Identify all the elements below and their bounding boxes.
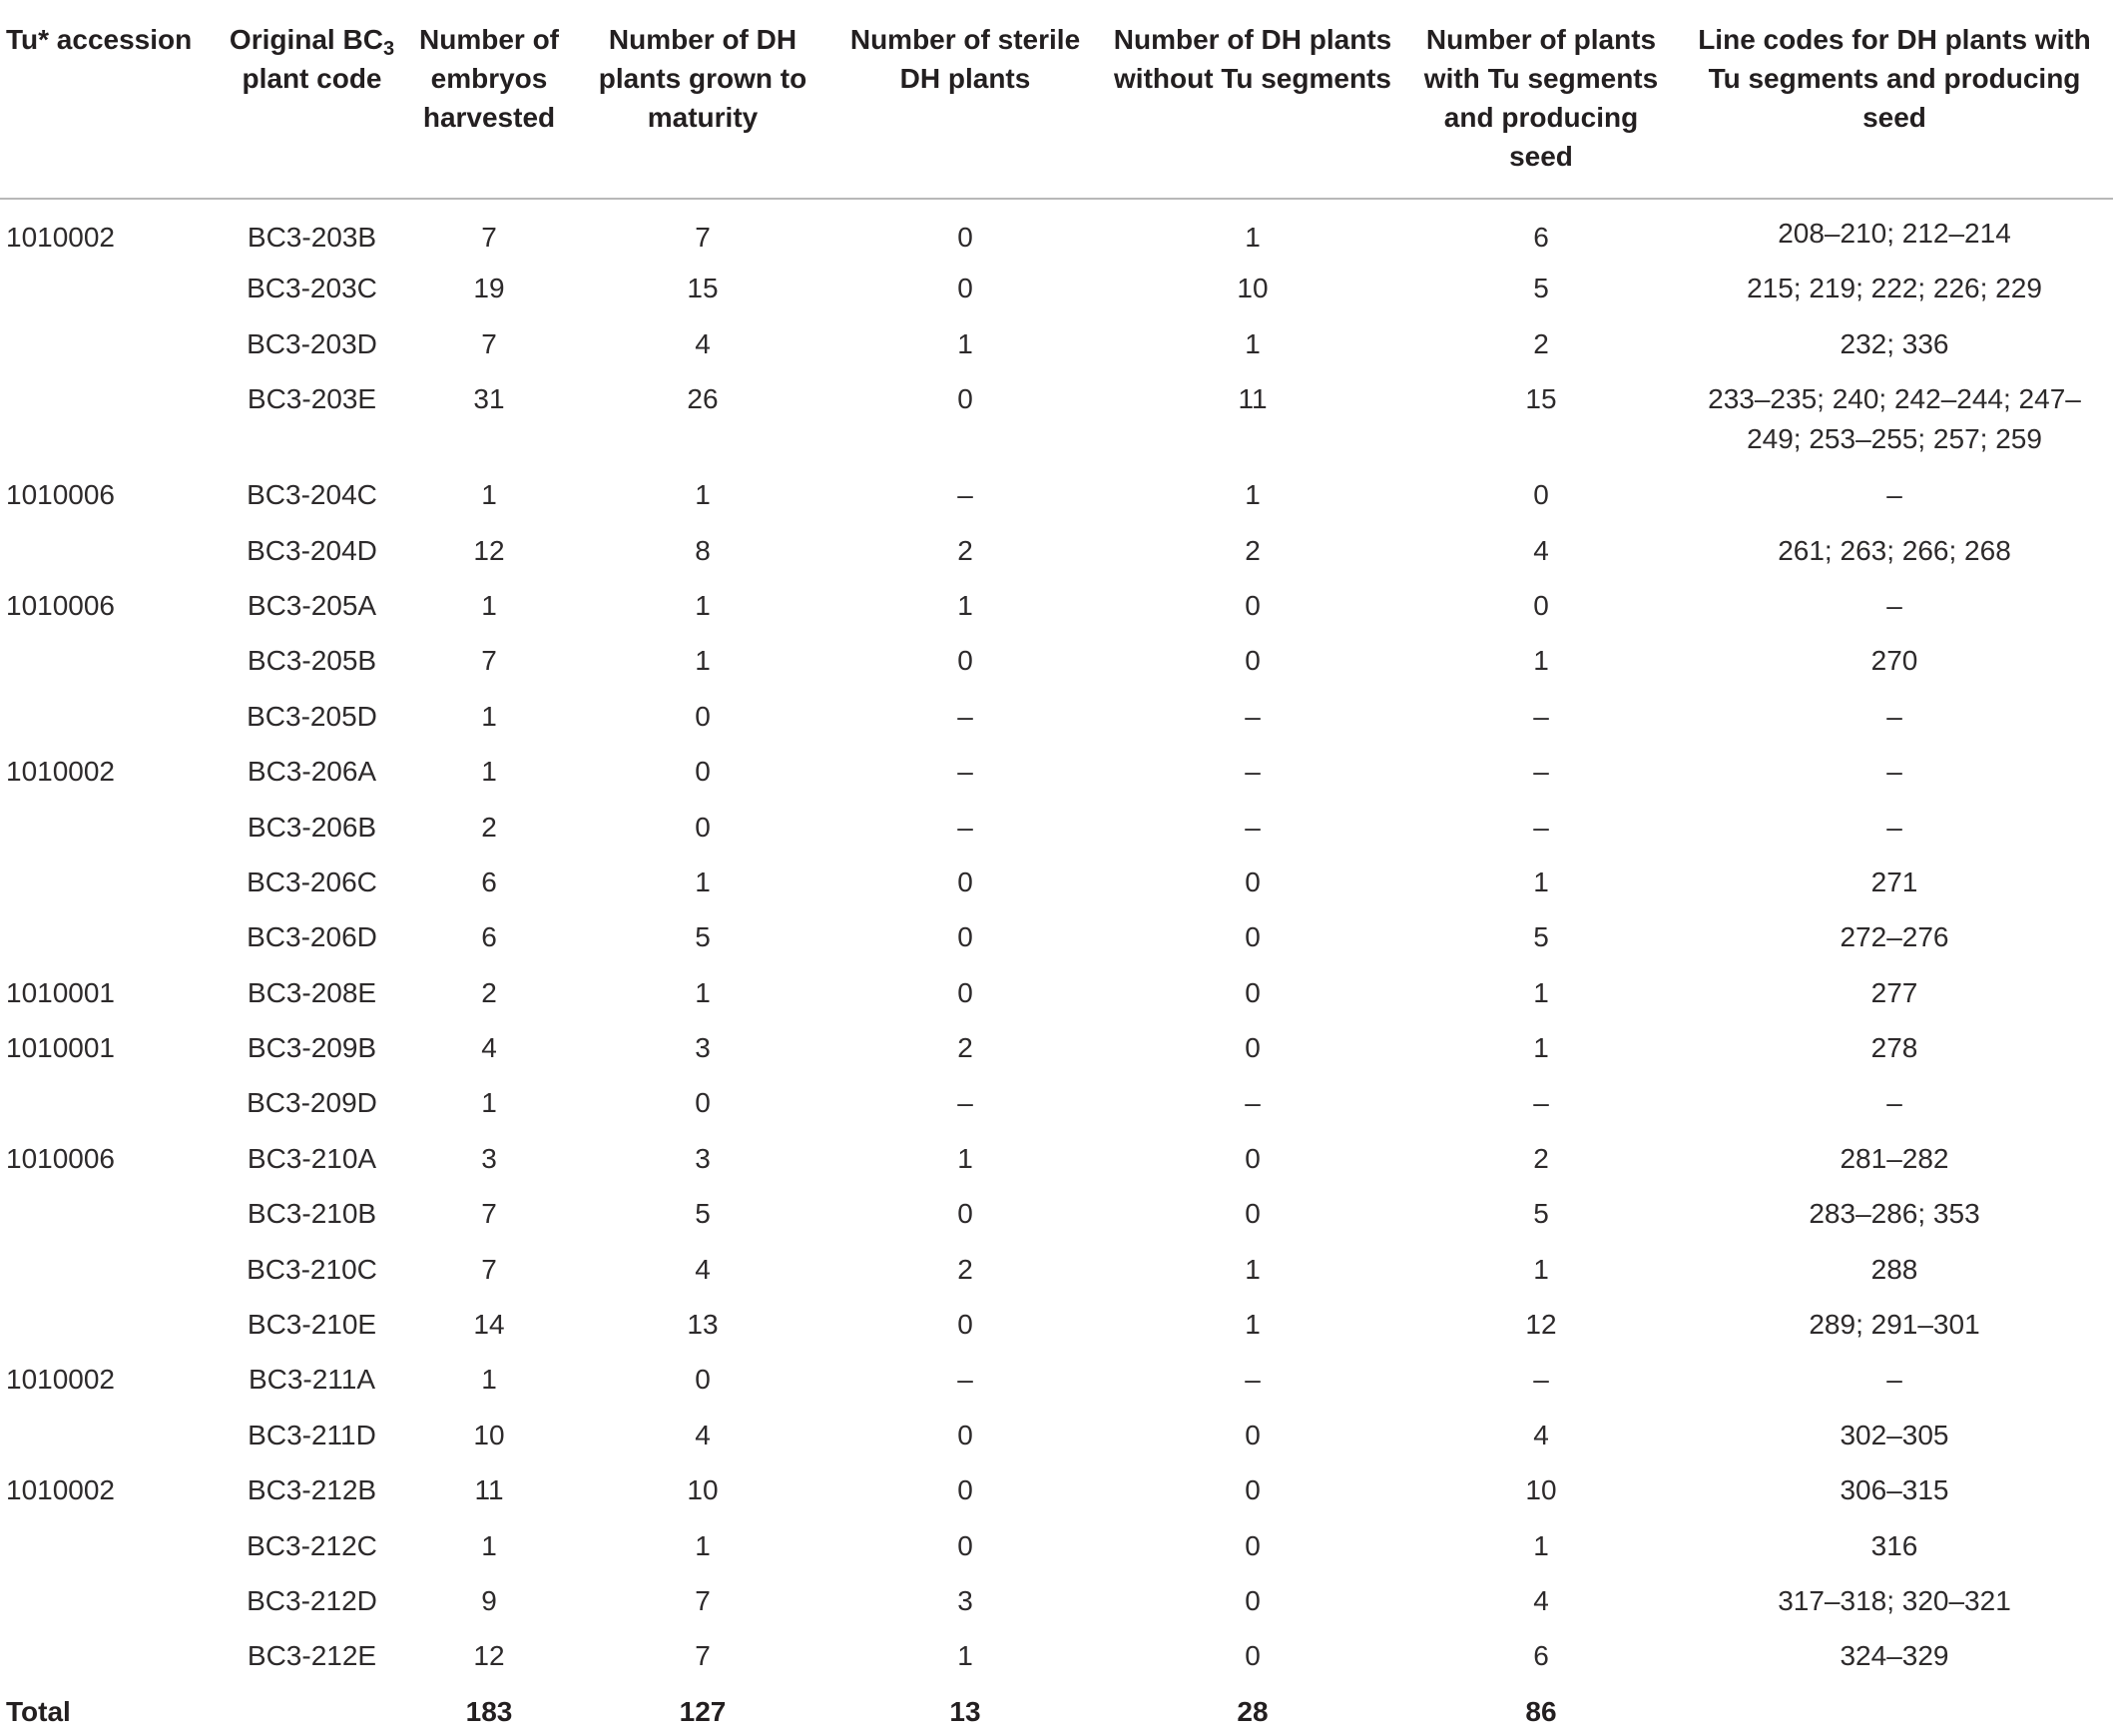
cell-line-codes: – — [1886, 700, 1902, 732]
table-row — [0, 1079, 2113, 1134]
cell-plant-code: BC3-204C — [247, 479, 377, 511]
table-row — [0, 1577, 2113, 1632]
header-dh-plants-grown: Number of DH plants grown to maturity — [574, 0, 831, 199]
cell-without-tu: 0 — [1245, 976, 1261, 1008]
cell-embryos: 2 — [481, 976, 497, 1008]
total-cell — [1676, 1688, 2113, 1736]
cell-with-tu: 1 — [1533, 1032, 1549, 1064]
cell-tu-accession: 1010001 — [6, 1032, 116, 1064]
cell-line-codes: 261; 263; 266; 268 — [1778, 534, 2011, 566]
cell-without-tu: 0 — [1245, 866, 1261, 897]
cell-plant-code: BC3-208E — [247, 976, 377, 1008]
cell-sterile: 2 — [957, 1253, 973, 1285]
cell-without-tu: 0 — [1245, 921, 1261, 953]
table-row — [0, 1632, 2113, 1687]
header-plant-code-pre: Original BC — [229, 24, 383, 55]
cell-dh-grown: 0 — [695, 1364, 711, 1396]
table-row — [0, 1412, 2113, 1466]
cell-embryos: 7 — [481, 1198, 497, 1230]
cell-line-codes: 208–210; 212–214 — [1778, 218, 2011, 249]
cell-with-tu: 15 — [1525, 383, 1557, 415]
cell-without-tu: 11 — [1238, 383, 1268, 415]
header-embryos-harvested: Number of embryos harvested — [404, 0, 574, 199]
table-row — [0, 375, 2113, 471]
cell-embryos: 1 — [481, 1364, 497, 1396]
cell-embryos: 7 — [481, 645, 497, 677]
cell-tu-accession — [0, 1079, 220, 1134]
cell-embryos: 12 — [473, 534, 505, 566]
header-row — [0, 0, 2113, 199]
cell-dh-grown: 1 — [695, 645, 711, 677]
cell-plant-code: BC3-203E — [247, 383, 377, 415]
cell-dh-grown: 0 — [695, 811, 711, 843]
table-row — [0, 1466, 2113, 1521]
cell-embryos: 1 — [481, 479, 497, 511]
cell-tu-accession: 1010002 — [6, 1364, 116, 1396]
cell-embryos: 19 — [473, 273, 505, 304]
cell-tu-accession — [0, 265, 220, 319]
table-row — [0, 320, 2113, 375]
cell-with-tu: – — [1533, 1087, 1549, 1119]
cell-dh-grown: 13 — [687, 1309, 719, 1341]
cell-sterile: 0 — [957, 273, 973, 304]
cell-with-tu: 10 — [1525, 1474, 1557, 1506]
cell-line-codes: 215; 219; 222; 226; 229 — [1747, 273, 2042, 304]
cell-dh-grown: 15 — [687, 273, 719, 304]
cell-with-tu: 4 — [1533, 1419, 1549, 1450]
cell-without-tu: 0 — [1245, 1529, 1261, 1561]
cell-plant-code: BC3-206D — [247, 921, 377, 953]
cell-line-codes: 233–235; 240; 242–244; 247–249; 253–255; 257; 259 — [1708, 383, 2081, 455]
cell-sterile: 1 — [957, 1142, 973, 1174]
table-row — [0, 1522, 2113, 1577]
cell-plant-code: BC3-210B — [247, 1198, 377, 1230]
cell-without-tu: 1 — [1245, 1309, 1261, 1341]
cell-plant-code: BC3-210C — [247, 1253, 377, 1285]
cell-line-codes: 270 — [1870, 645, 1918, 677]
table-row — [0, 527, 2113, 582]
cell-with-tu: – — [1533, 756, 1549, 788]
cell-sterile: – — [957, 700, 973, 732]
cell-line-codes: – — [1886, 1087, 1902, 1119]
cell-dh-grown: 1 — [695, 976, 711, 1008]
cell-embryos: 1 — [481, 589, 497, 621]
cell-sterile: 0 — [957, 1419, 973, 1450]
cell-sterile: 1 — [957, 327, 973, 359]
cell-tu-accession: 1010006 — [6, 479, 116, 511]
cell-with-tu: 5 — [1533, 273, 1549, 304]
cell-dh-grown: 5 — [695, 1198, 711, 1230]
cell-embryos: 14 — [473, 1309, 505, 1341]
header-plant-code-post: plant code — [242, 63, 382, 94]
cell-tu-accession — [0, 1301, 220, 1356]
table-row — [0, 1190, 2113, 1245]
cell-without-tu: 2 — [1245, 534, 1261, 566]
cell-line-codes: – — [1886, 756, 1902, 788]
cell-dh-grown: 8 — [695, 534, 711, 566]
cell-line-codes: – — [1886, 811, 1902, 843]
total-sterile: 13 — [949, 1695, 981, 1727]
cell-line-codes: 281–282 — [1840, 1142, 1949, 1174]
total-embryos: 183 — [465, 1695, 513, 1727]
cell-with-tu: 4 — [1533, 534, 1549, 566]
cell-tu-accession — [0, 859, 220, 913]
cell-with-tu: 5 — [1533, 921, 1549, 953]
cell-embryos: 1 — [481, 1529, 497, 1561]
cell-with-tu: 0 — [1533, 479, 1549, 511]
cell-sterile: 0 — [957, 1529, 973, 1561]
cell-plant-code: BC3-203B — [247, 222, 377, 253]
cell-sterile: – — [957, 1087, 973, 1119]
cell-without-tu: 0 — [1245, 1640, 1261, 1672]
cell-embryos: 6 — [481, 866, 497, 897]
cell-embryos: 2 — [481, 811, 497, 843]
cell-sterile: 0 — [957, 1198, 973, 1230]
cell-without-tu: 0 — [1245, 1474, 1261, 1506]
cell-without-tu: 0 — [1245, 1584, 1261, 1616]
cell-embryos: 3 — [481, 1142, 497, 1174]
cell-dh-grown: 0 — [695, 1087, 711, 1119]
table-row — [0, 637, 2113, 692]
cell-with-tu: 4 — [1533, 1584, 1549, 1616]
cell-tu-accession — [0, 637, 220, 692]
cell-without-tu: 0 — [1245, 1419, 1261, 1450]
header-plant-code-sub: 3 — [382, 38, 395, 60]
cell-sterile: 0 — [957, 645, 973, 677]
table-row — [0, 265, 2113, 319]
cell-line-codes: 271 — [1870, 866, 1918, 897]
header-tu-accession: Tu* accession — [0, 0, 220, 199]
cell-line-codes: 317–318; 320–321 — [1778, 1584, 2011, 1616]
table-row — [0, 748, 2113, 803]
cell-plant-code: BC3-209B — [247, 1032, 377, 1064]
cell-embryos: 9 — [481, 1584, 497, 1616]
cell-without-tu: – — [1245, 1364, 1261, 1396]
cell-line-codes: 302–305 — [1840, 1419, 1949, 1450]
cell-tu-accession — [0, 693, 220, 748]
cell-with-tu: – — [1533, 811, 1549, 843]
cell-embryos: 1 — [481, 700, 497, 732]
table-row — [0, 1301, 2113, 1356]
cell-with-tu: 1 — [1533, 1253, 1549, 1285]
cell-embryos: 7 — [481, 327, 497, 359]
cell-dh-grown: 4 — [695, 327, 711, 359]
total-without-tu: 28 — [1237, 1695, 1269, 1727]
cell-tu-accession — [0, 1577, 220, 1632]
cell-tu-accession — [0, 913, 220, 968]
cell-with-tu: 0 — [1533, 589, 1549, 621]
cell-embryos: 7 — [481, 222, 497, 253]
cell-tu-accession — [0, 320, 220, 375]
cell-plant-code: BC3-204D — [247, 534, 377, 566]
table-row — [0, 1246, 2113, 1301]
cell-with-tu: 6 — [1533, 222, 1549, 253]
cell-without-tu: – — [1245, 756, 1261, 788]
table-row — [0, 804, 2113, 859]
table-row — [0, 199, 2113, 265]
cell-with-tu: 12 — [1525, 1309, 1557, 1341]
cell-line-codes: 324–329 — [1840, 1640, 1949, 1672]
table-row — [0, 693, 2113, 748]
cell-with-tu: 1 — [1533, 1529, 1549, 1561]
table-row — [0, 1024, 2113, 1079]
cell-embryos: 1 — [481, 756, 497, 788]
cell-dh-grown: 7 — [695, 222, 711, 253]
table-row — [0, 913, 2113, 968]
cell-plant-code: BC3-212B — [247, 1474, 377, 1506]
cell-line-codes: – — [1886, 1364, 1902, 1396]
cell-embryos: 1 — [481, 1087, 497, 1119]
cell-dh-grown: 7 — [695, 1640, 711, 1672]
total-cell — [220, 1688, 404, 1736]
total-dh-plants: 127 — [679, 1695, 727, 1727]
cell-tu-accession — [0, 1246, 220, 1301]
cell-tu-accession: 1010002 — [6, 222, 116, 253]
cell-without-tu: 0 — [1245, 1198, 1261, 1230]
cell-sterile: 0 — [957, 383, 973, 415]
cell-tu-accession: 1010002 — [6, 1474, 116, 1506]
cell-plant-code: BC3-203C — [247, 273, 377, 304]
cell-plant-code: BC3-210A — [247, 1142, 377, 1174]
cell-sterile: 0 — [957, 222, 973, 253]
cell-sterile: – — [957, 811, 973, 843]
cell-sterile: 1 — [957, 589, 973, 621]
cell-embryos: 6 — [481, 921, 497, 953]
cell-dh-grown: 0 — [695, 700, 711, 732]
cell-without-tu: 0 — [1245, 645, 1261, 677]
cell-line-codes: 289; 291–301 — [1809, 1309, 1980, 1341]
cell-sterile: 2 — [957, 534, 973, 566]
cell-sterile: – — [957, 756, 973, 788]
cell-line-codes: 288 — [1870, 1253, 1918, 1285]
cell-embryos: 7 — [481, 1253, 497, 1285]
cell-dh-grown: 4 — [695, 1419, 711, 1450]
cell-with-tu: – — [1533, 700, 1549, 732]
table-row — [0, 1356, 2113, 1411]
cell-line-codes: 283–286; 353 — [1809, 1198, 1980, 1230]
cell-with-tu: 1 — [1533, 976, 1549, 1008]
cell-with-tu: 5 — [1533, 1198, 1549, 1230]
cell-embryos: 11 — [474, 1474, 504, 1506]
cell-with-tu: 1 — [1533, 645, 1549, 677]
cell-dh-grown: 1 — [695, 1529, 711, 1561]
cell-tu-accession: 1010006 — [6, 1142, 116, 1174]
cell-with-tu: 1 — [1533, 866, 1549, 897]
table-row — [0, 859, 2113, 913]
cell-embryos: 4 — [481, 1032, 497, 1064]
table-body — [0, 199, 2113, 1688]
header-original-plant-code — [220, 0, 404, 199]
cell-tu-accession — [0, 1412, 220, 1466]
cell-dh-grown: 3 — [695, 1032, 711, 1064]
cell-dh-grown: 26 — [687, 383, 719, 415]
cell-tu-accession — [0, 1632, 220, 1687]
total-with-tu: 86 — [1525, 1695, 1557, 1727]
cell-plant-code: BC3-203D — [247, 327, 377, 359]
cell-dh-grown: 1 — [695, 866, 711, 897]
cell-line-codes: 232; 336 — [1840, 327, 1949, 359]
cell-embryos: 12 — [473, 1640, 505, 1672]
cell-without-tu: 1 — [1245, 222, 1261, 253]
cell-sterile: 0 — [957, 921, 973, 953]
cell-line-codes: 278 — [1870, 1032, 1918, 1064]
table-row — [0, 471, 2113, 526]
cell-tu-accession: 1010006 — [6, 589, 116, 621]
cell-without-tu: 1 — [1245, 479, 1261, 511]
cell-dh-grown: 1 — [695, 479, 711, 511]
cell-dh-grown: 4 — [695, 1253, 711, 1285]
cell-plant-code: BC3-210E — [247, 1309, 377, 1341]
cell-line-codes: – — [1886, 479, 1902, 511]
cell-plant-code: BC3-205D — [247, 700, 377, 732]
cell-tu-accession — [0, 527, 220, 582]
cell-without-tu: 1 — [1245, 1253, 1261, 1285]
cell-without-tu: – — [1245, 1087, 1261, 1119]
table-row — [0, 969, 2113, 1024]
cell-plant-code: BC3-211A — [248, 1364, 376, 1396]
header-dh-without-tu: Number of DH plants without Tu segments — [1099, 0, 1406, 199]
header-line-codes: Line codes for DH plants with Tu segments and producing seed — [1676, 0, 2113, 199]
total-row — [0, 1688, 2113, 1736]
cell-sterile: 1 — [957, 1640, 973, 1672]
header-plants-with-tu-seed: Number of plants with Tu segments and producing seed — [1406, 0, 1676, 199]
cell-tu-accession: 1010002 — [6, 756, 116, 788]
cell-line-codes: – — [1886, 589, 1902, 621]
cell-tu-accession — [0, 804, 220, 859]
cell-dh-grown: 3 — [695, 1142, 711, 1174]
cell-without-tu: 1 — [1245, 327, 1261, 359]
total-label: Total — [6, 1695, 71, 1727]
cell-tu-accession — [0, 375, 220, 471]
cell-sterile: 0 — [957, 976, 973, 1008]
cell-dh-grown: 1 — [695, 589, 711, 621]
cell-sterile: 0 — [957, 1474, 973, 1506]
cell-embryos: 31 — [473, 383, 505, 415]
cell-dh-grown: 10 — [687, 1474, 719, 1506]
cell-without-tu: 0 — [1245, 1142, 1261, 1174]
cell-plant-code: BC3-205A — [247, 589, 377, 621]
cell-plant-code: BC3-205B — [247, 645, 377, 677]
cell-line-codes: 316 — [1870, 1529, 1918, 1561]
cell-tu-accession — [0, 1522, 220, 1577]
cell-plant-code: BC3-206C — [247, 866, 377, 897]
cell-plant-code: BC3-212E — [247, 1640, 377, 1672]
cell-sterile: 2 — [957, 1032, 973, 1064]
cell-plant-code: BC3-206A — [247, 756, 377, 788]
cell-plant-code: BC3-211D — [248, 1419, 376, 1450]
cell-plant-code: BC3-212D — [247, 1584, 377, 1616]
cell-sterile: – — [957, 479, 973, 511]
cell-line-codes: 306–315 — [1840, 1474, 1949, 1506]
cell-tu-accession — [0, 1190, 220, 1245]
cell-sterile: 3 — [957, 1584, 973, 1616]
cell-line-codes: 272–276 — [1840, 921, 1949, 953]
header-sterile-dh-plants: Number of sterile DH plants — [831, 0, 1099, 199]
table-row — [0, 582, 2113, 637]
cell-dh-grown: 0 — [695, 756, 711, 788]
cell-with-tu: 2 — [1533, 327, 1549, 359]
cell-line-codes: 277 — [1870, 976, 1918, 1008]
cell-plant-code: BC3-209D — [247, 1087, 377, 1119]
cell-embryos: 10 — [473, 1419, 505, 1450]
cell-plant-code: BC3-212C — [247, 1529, 377, 1561]
cell-with-tu: 2 — [1533, 1142, 1549, 1174]
table-row — [0, 1135, 2113, 1190]
cell-dh-grown: 7 — [695, 1584, 711, 1616]
cell-dh-grown: 5 — [695, 921, 711, 953]
cell-without-tu: 0 — [1245, 1032, 1261, 1064]
cell-without-tu: – — [1245, 700, 1261, 732]
cell-sterile: – — [957, 1364, 973, 1396]
cell-with-tu: 6 — [1533, 1640, 1549, 1672]
cell-without-tu: 10 — [1237, 273, 1269, 304]
cell-without-tu: 0 — [1245, 589, 1261, 621]
cell-sterile: 0 — [957, 866, 973, 897]
cell-with-tu: – — [1533, 1364, 1549, 1396]
cell-tu-accession: 1010001 — [6, 976, 116, 1008]
cell-sterile: 0 — [957, 1309, 973, 1341]
cell-without-tu: – — [1245, 811, 1261, 843]
cell-plant-code: BC3-206B — [247, 811, 377, 843]
